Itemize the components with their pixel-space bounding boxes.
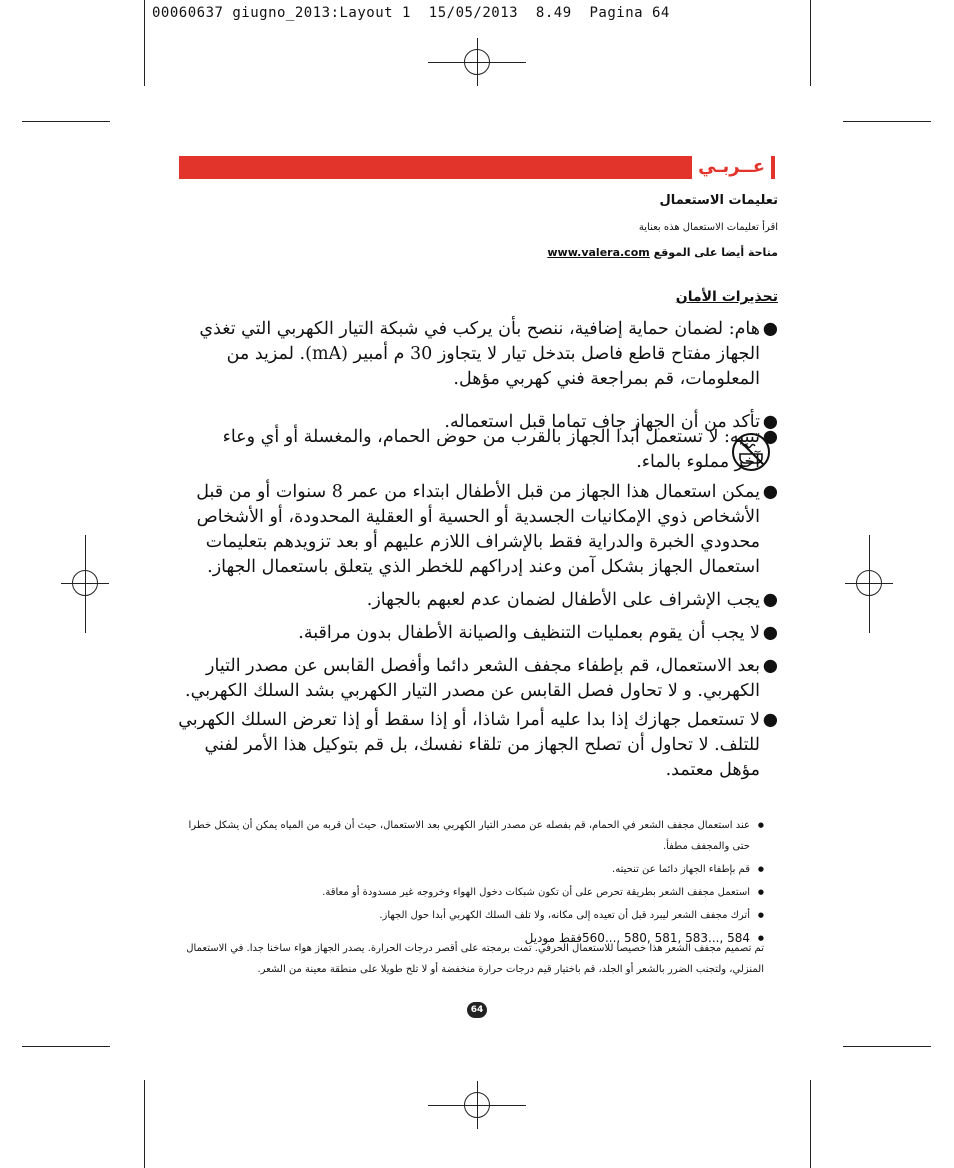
crop-mark xyxy=(810,1080,811,1168)
list-item-text: استعمل مجفف الشعر بطريقة تحرص على أن تكون شبكات دخول الهواء وخروجه غير مسدودة أو معاقة. xyxy=(322,887,750,898)
list-item-text: قم بإطفاء الجهاز دائما عن تنحيته. xyxy=(612,864,750,875)
list-item-text: عند استعمال مجفف الشعر في الحمام، قم بفصله عن مصدر التيار الكهربي بعد الاستعمال، حيث أن قربه من المياه يمكن أن يشكل خطرا حتى والمجفف مطفأ. xyxy=(188,820,750,852)
bullet: ● xyxy=(762,710,778,730)
bullet: ● xyxy=(762,427,778,447)
list-item-text: يجب الإشراف على الأطفال لضمان عدم لعبهم بالجهاز. xyxy=(366,590,760,610)
list-item xyxy=(184,882,764,903)
bullet: ● xyxy=(757,911,764,919)
website-link[interactable]: www.valera.com xyxy=(547,246,650,259)
crop-mark xyxy=(843,121,931,122)
language-banner xyxy=(179,156,775,179)
website-prefix: متاحة أيضا على الموقع xyxy=(653,246,778,259)
bullet: ● xyxy=(757,888,764,896)
bullet: ● xyxy=(762,590,778,610)
list-item xyxy=(178,317,778,392)
usage-note: تم تصميم مجفف الشعر هذا خصيصا للاستعمال الحرفي. تمت برمجته على أقصر درجات الحرارة. يصدر الجهاز هواء ساخنا جدا. في الاستعمال المنزلي، ولتجنب الضرر بالشعر أو الجلد، قم باختيار قيم درجات حرارة منخفضة أو لا تلح طويلا على منطقة معينة من الشعر. xyxy=(186,943,764,975)
list-item xyxy=(178,621,778,646)
list-item-text: يمكن استعمال هذا الجهاز من قبل الأطفال ابتداء من عمر 8 سنوات أو من قبل الأشخاص ذوي الإمكانيات الجسدية أو الحسية أو العقلية المحدودة، أو الأشخاص محدودي الخبرة والدراية فقط بالإشراف اللازم عليهم أو بعد تزويدهم بتعليمات استعمال الجهاز بشكل آمن وعند إدراكهم للخطر الذي يتعلق باستعمال الجهاز. xyxy=(196,482,760,577)
list-item-text: لا يجب أن يقوم بعمليات التنظيف والصيانة الأطفال بدون مراقبة. xyxy=(298,623,760,643)
bullet: ● xyxy=(762,319,778,339)
list-item-text: أترك مجفف الشعر ليبرد قبل أن تعيده إلى مكانه، ولا تلف السلك الكهربي أبدا حول الجهاز. xyxy=(379,910,750,921)
slug-line: 00060637 giugno_2013:Layout 1 15/05/2013 8.49 Pagina 64 xyxy=(152,5,670,21)
crop-mark xyxy=(22,1046,110,1047)
list-item xyxy=(178,480,778,580)
safety-heading xyxy=(180,289,778,305)
list-item-text: هام: لضمان حماية إضافية، ننصح بأن يركب في شبكة التيار الكهربي التي تغذي الجهاز مفتاح قاطع فاصل بتدخل تيار لا يتجاوز 30 م أمبير (mA). لمزيد من المعلومات، قم بمراجعة فني كهربي مؤهل. xyxy=(199,319,760,389)
bullet: ● xyxy=(757,865,764,873)
bullet: ● xyxy=(762,623,778,643)
list-item xyxy=(178,654,778,704)
page-number: 64 xyxy=(467,1002,487,1018)
list-item xyxy=(184,905,764,926)
safety-list xyxy=(218,425,778,475)
crop-mark xyxy=(22,121,110,122)
list-item xyxy=(178,588,778,613)
list-item xyxy=(184,859,764,880)
no-water-bathtub-icon xyxy=(731,432,771,472)
language-label: عــربـي xyxy=(692,156,771,179)
bullet: ● xyxy=(757,821,764,829)
list-item-text: لا تستعمل جهازك إذا بدا عليه أمرا شاذا، أو إذا سقط أو إذا تعرض السلك الكهربي للتلف. لا تحاول أن تصلح الجهاز من تلقاء نفسك، بل قم بتوكيل هذا الأمر لفني مؤهل معتمد. xyxy=(178,710,760,780)
crop-mark xyxy=(843,1046,931,1047)
list-item xyxy=(218,425,778,475)
list-item-text: بعد الاستعمال، قم بإطفاء مجفف الشعر دائما وأفصل القابس عن مصدر التيار الكهربي. و لا تحاول فصل القابس عن مصدر التيار الكهربي بشد السلك الكهربي. xyxy=(185,656,760,701)
crop-mark xyxy=(144,1080,145,1168)
crop-mark xyxy=(144,0,145,86)
page-title: تعليمات الاستعمال xyxy=(659,193,778,208)
bullet: ● xyxy=(762,412,778,432)
list-item-text: تأكد من أن الجهاز جاف تماما قبل استعماله. xyxy=(444,412,760,432)
safety-list xyxy=(178,317,778,435)
small-notes-list xyxy=(184,815,764,949)
model-list: 584 ,...583 ,581 ,580 ,...560فقط موديل xyxy=(524,931,750,945)
list-item xyxy=(184,815,764,857)
bullet: ● xyxy=(762,482,778,502)
bullet: ● xyxy=(762,656,778,676)
list-item xyxy=(178,708,778,783)
bullet: ● xyxy=(757,934,764,942)
website-note xyxy=(180,246,778,259)
read-note: اقرأ تعليمات الاستعمال هذه بعناية xyxy=(638,222,778,233)
crop-mark xyxy=(810,0,811,86)
safety-heading-text: تحذيرات الأمان xyxy=(675,289,778,305)
safety-list xyxy=(178,480,778,783)
list-item-text: تنبيه: لا تستعمل أبدا الجهاز بالقرب من حوض الحمام، والمغسلة أو أي وعاء آخر مملوء بالماء. xyxy=(222,427,760,472)
